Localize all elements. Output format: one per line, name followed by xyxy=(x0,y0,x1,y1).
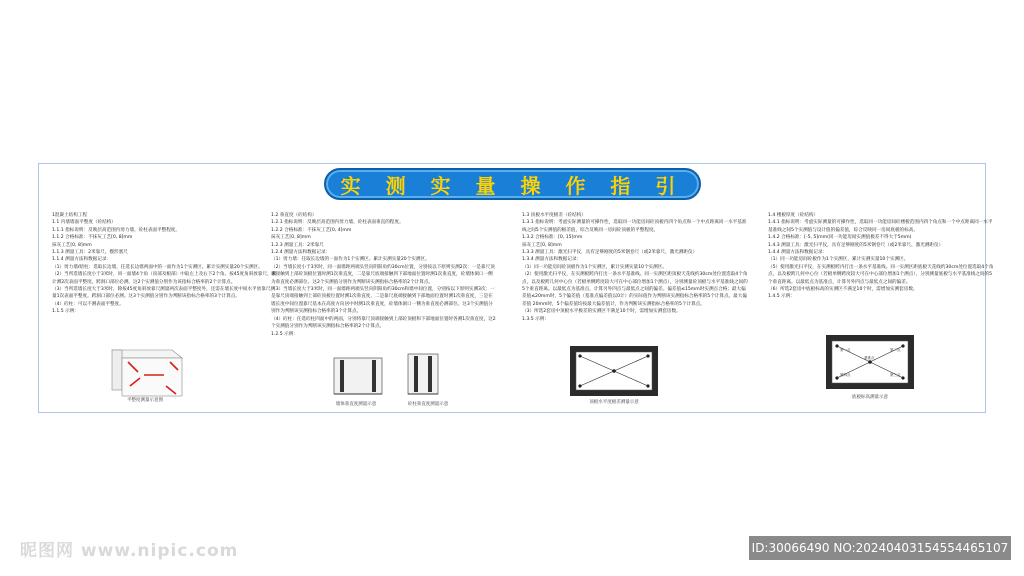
section-ceiling-level xyxy=(522,212,748,323)
body-line: 1.2.4 测量方法和数据记录： xyxy=(271,250,331,256)
flatness-diagram xyxy=(86,340,204,404)
body-line: 1.1.5 示例： xyxy=(52,309,79,315)
column-verticality-caption: 砼柱垂直度测量示意 xyxy=(407,402,449,407)
body-line: 1.3.2 合格标准：[0, 15]mm xyxy=(522,235,583,241)
body-line: （2）当所选墙长度小于3米时，同一面墙4个角（顶部及根部）中取左上及右下2个角。按45度角斜放靠尺，累计测2次表面平整度。跨洞口部位必测。这2个实测值分别作为该指标合格率的2个计算点。 xyxy=(52,272,277,285)
body-line: （2）使用激光扫平仪，在实测板跨内打出一条水平基准线。同一实测区距顶板天花线约30cm处位置选取4个角点，以及板跨几何中心位（若板单侧跨度较大可在中心部位增加1个测点），分别测量砼顶板与水平基准线之间的5个垂直距离。以最低点为基准点，计算另外四点与最低点之间的偏差。偏差值≤15mm时实测点合格；最大偏差值≤20mm时，5个偏差值（基准点偏差值以0计）的实际值作为判断该实测指标合格率的5个计算点。最大偏差值 20mm时，5个偏差值均按最大偏差值计，作为判断该实测指标合格率的5个计算点。 xyxy=(522,272,748,307)
ceiling-level-caption: 顶板水平度极差测量示意 xyxy=(589,400,639,405)
body-line: 1混凝土结构工程 xyxy=(52,213,88,218)
body-line: 1.2.3 测量工具：2米靠尺 xyxy=(271,242,324,248)
body-line: 1.4.1 指标说明：考虑实际测量的可操作性，选取同一功能房间砼楼板范围内四个角点和一个中点距离同一水平基准线之间5个实测值与设计值的偏差值，综合反映同一房间底板的标高。 xyxy=(768,220,993,233)
page-title: 实 测 实 量 操 作 指 引 xyxy=(340,173,685,198)
body-line: 1.2.2 合格标准：不抹灰工艺[0, 4]mm xyxy=(271,227,352,233)
slab-point-label: 基准点 xyxy=(864,356,875,360)
body-line: （1）同一功能房间砼顶板作为1个实测区，累计实测实量10个实测区。 xyxy=(522,264,667,270)
body-line: （1）同一功能房间砼板作为1个实测区，累计实测实量10个实测区。 xyxy=(768,257,909,263)
body-line: 1.3.5 示例： xyxy=(522,316,549,322)
ceiling-level-diagram xyxy=(568,344,660,398)
verticality-diagram xyxy=(330,352,450,402)
body-line: （3）当所选墙长度大于3米时，除按45度角斜放靠尺测量两次表面平整度外，还需在墙长度中间水平放靠尺测量1次表面平整度。跨洞口部位必测。这3个实测值分别作为判断该指标合格率的3个计算点。 xyxy=(52,287,276,300)
body-line: （4）砼柱：可以不测表面平整度。 xyxy=(52,301,124,307)
body-line: 1.1 内墙墙面平整度（砼结构） xyxy=(52,220,116,226)
body-line: 1.4.5 示例： xyxy=(768,294,795,300)
body-line: 1.1.1 指标说明：反映层高范围内剪力墙、砼柱表面平整程度。 xyxy=(52,227,180,233)
slab-point-label: 第四点 xyxy=(840,373,851,377)
slab-point-label: 第一点 xyxy=(840,348,851,352)
slab-point-label: 第三点 xyxy=(890,373,901,377)
body-line: 1.1.3 测量工具：2米靠尺、楔形塞尺 xyxy=(52,250,128,256)
body-line: 1.4 楼板厚度（砼结构） xyxy=(768,213,819,218)
section-flatness xyxy=(52,212,278,316)
body-line: 抹灰工艺[0, 8]mm xyxy=(271,235,311,241)
section-slab-level xyxy=(768,212,994,301)
wall-verticality-caption: 墙体垂直度测量示意 xyxy=(335,402,377,407)
body-line: 1.2.1 指标说明：反映层高范围内剪力墙、砼柱表面垂直的程度。 xyxy=(271,220,404,226)
body-line: （1）剪力墙/暗柱：选取长边墙，任选长边墙两面中的一面作为1个实测区。累计实测实量20个实测区。 xyxy=(52,264,263,270)
body-line: （5）使用激光扫平仪，在实测板跨内打出一条水平基准线。同一实测区距底板天花线约30cm处位置选取4个角点，以及板跨几何中心位（若板单侧跨度较大可在中心部位增加1个测点），分别测量底板与水平基准线之间的5个垂直距离。以最低点为基准点，计算另外四点与最低点之间的偏差。 xyxy=(768,264,994,285)
body-line: （3）当墙长度大于3米时，同一面墙距两端头竖向阴阳角约30cm和墙中间位置，分别按以下原则实测3次：一是靠尺顶端接触到上部砼顶板位置时测1次垂直度，二是靠尺底端接触到下部地面位置时测1次垂直度，三是在墙长度中间位置靠尺基本在高度方向居中时测1次垂直度，砼墙体洞口一侧为垂直度必测部位。这3个实测值分别作为判断该实测指标合格率的3个计算点。 xyxy=(271,287,495,315)
slab-level-diagram xyxy=(824,333,916,391)
body-line: 抹灰工艺[0, 8]mm xyxy=(522,242,562,248)
body-line: （4）砼柱：任选砼柱四面中的两面，分别将靠尺顶端接触到上部砼顶板和下部地面位置时各测1次垂直度，这2个实测值分别作为判断该实测指标合格率的2个计算点。 xyxy=(271,316,496,330)
watermark-id: ID:30066490 NO:20240403154554465107 xyxy=(749,536,1011,560)
slab-level-caption: 底板标高测量示意 xyxy=(852,395,888,400)
title-banner xyxy=(324,168,701,200)
body-line: 1.3.4 测量方法和数据记录： xyxy=(522,257,582,263)
slab-point-label: 第二点 xyxy=(890,348,901,352)
body-line: 1.1.2 合格标准：不抹灰工艺[0, 8]mm xyxy=(52,235,133,241)
body-line: 1.1.4 测量方法和数据记录： xyxy=(52,257,112,263)
watermark-left: 昵图网 www.nipic.com xyxy=(20,541,239,561)
body-line: 1.4.4 测量方法和数据记录： xyxy=(768,250,828,256)
body-line: 1.2.5 示例： xyxy=(271,331,298,337)
flatness-caption: 平整度测量示意图 xyxy=(127,398,163,403)
body-line: （2）当墙长度小于3米时，同一面墙距两端头竖向阴阳角约30cm位置，分别按以下原则实测2次：一是靠尺顶端接触到上部砼顶板位置时测1次垂直度，二是靠尺底端接触到下部地面位置时测1次垂直度，砼墙体洞口一侧为垂直度必测部位。这2个实测值分别作为判断该实测指标合格率的2个计算点。 xyxy=(271,264,495,285)
body-line: 抹灰工艺[0, 8]mm xyxy=(52,242,92,248)
body-line: 1.4.2 合格标准：[-5, 5]mm(同一功能房间实测值极差不得大于5mm) xyxy=(768,235,912,241)
body-line: 1.3 顶板水平度极差（砼结构） xyxy=(522,213,586,218)
body-line: 1.3.3 测量工具：激光扫平仪，具有足够刚度的5米钢卷尺（或2米靠尺、激光测距仪） xyxy=(522,250,698,256)
body-line: 1.3.1 指标说明：考虑实际测量的可操作性，选取同一功能房间砼顶板内四个角点和一个中点距离同一水平基准线之间5个实测值的极差值，综合反映同一房间砼顶板的平整程度。 xyxy=(522,220,747,233)
body-line: 1.4.3 测量工具：激光扫平仪，具有足够刚度的5米钢卷尺（或2米靠尺、激光测距仪） xyxy=(768,242,944,248)
section-verticality xyxy=(271,212,497,338)
body-line: （6）所选2套房中底板标高的实测区不满足10个时，需增加实测套房数。 xyxy=(768,287,918,293)
body-line: （3）所选2套房中顶板水平极差的实测区不满足10个时，需增加实测套房数。 xyxy=(522,309,681,315)
body-line: 1.2 垂直度（砼结构） xyxy=(271,213,317,218)
body-line: （1）剪力墙：任取长边墙的一面作为1个实测区。累计实测实量20个实测区。 xyxy=(271,257,430,263)
